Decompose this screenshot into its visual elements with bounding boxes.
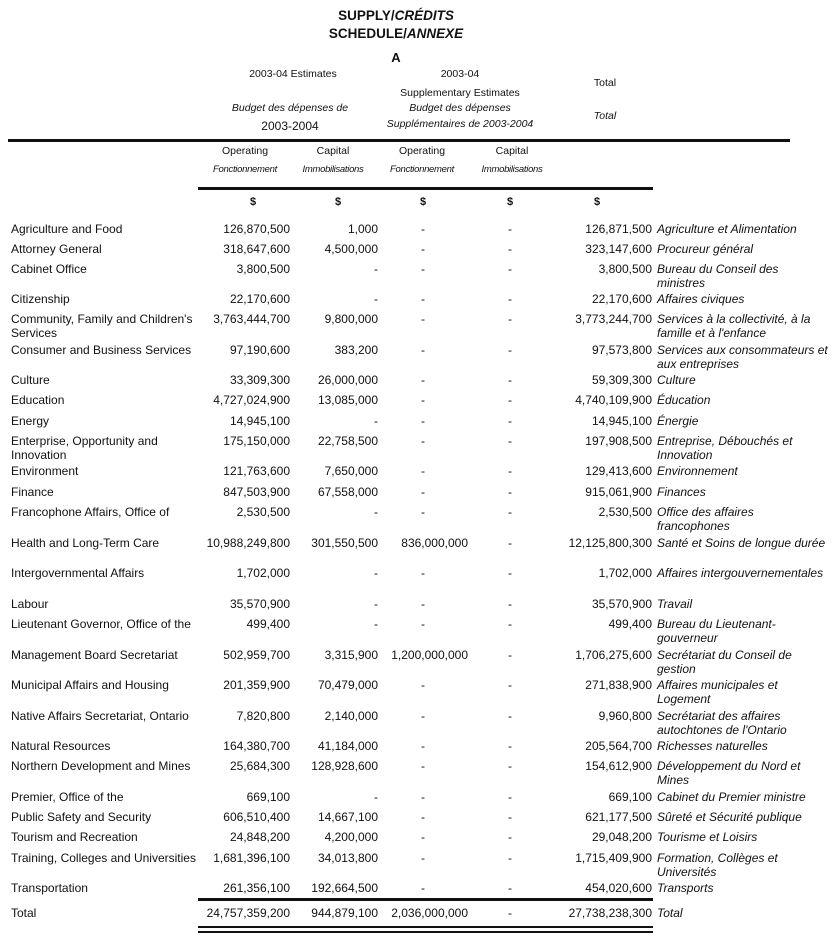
supp-operating-amount: - — [421, 597, 425, 611]
col-operating-en: Operating — [221, 145, 269, 157]
operating-amount: 3,800,500 — [236, 262, 290, 276]
operating-amount: 1,681,396,100 — [213, 851, 290, 865]
ministry-name-fr: Secrétariat du Conseil de gestion — [657, 648, 792, 676]
supp-capital-amount: - — [508, 242, 512, 256]
estimates-en-header: 2003-04 Estimates — [249, 68, 337, 80]
ministry-name-fr: Services aux consommateurs et aux entreprises — [657, 343, 828, 371]
supp-operating-amount: - — [421, 414, 425, 428]
capital-amount: 14,667,100 — [317, 810, 378, 824]
supp-operating-amount: - — [421, 393, 425, 407]
supp-operating-amount: - — [421, 343, 425, 357]
ministry-name-en: Health and Long-Term Care — [11, 536, 160, 550]
operating-amount: 4,727,024,900 — [213, 393, 290, 407]
total-amount: 12,125,800,300 — [568, 536, 652, 550]
supp-fr-header-2: Supplémentaires de 2003-2004 — [386, 118, 534, 130]
total-amount: 1,702,000 — [598, 566, 652, 580]
capital-amount: 192,664,500 — [311, 881, 378, 895]
ministry-name-en: Natural Resources — [11, 739, 111, 753]
ministry-name-en: Lieutenant Governor, Office of the — [11, 617, 191, 631]
title-schedule-fr: ANNEXE — [406, 26, 464, 41]
ministry-name-en: Transportation — [11, 881, 88, 895]
total-top-rule — [198, 898, 653, 901]
total-amount: 669,100 — [608, 790, 652, 804]
supp-operating-amount: - — [421, 759, 425, 773]
supp-capital-amount: - — [508, 617, 512, 631]
supp-capital-amount: - — [508, 851, 512, 865]
supp-capital-amount: - — [508, 790, 512, 804]
supp-operating-amount: - — [421, 739, 425, 753]
capital-amount: 67,558,000 — [317, 485, 378, 499]
ministry-name-fr: Affaires civiques — [657, 292, 745, 306]
currency-col2: $ — [334, 196, 342, 208]
ministry-name-en: Management Board Secretariat — [11, 648, 178, 662]
ministry-name-fr: Éducation — [657, 393, 711, 407]
total-capital: 944,879,100 — [311, 906, 378, 920]
title-supply-fr: CRÉDITS — [394, 8, 454, 23]
supp-capital-amount: - — [508, 464, 512, 478]
supp-operating-amount: 1,200,000,000 — [391, 648, 468, 662]
operating-amount: 847,503,900 — [223, 485, 290, 499]
col-operating-fr: Fonctionnement — [213, 164, 277, 175]
ministry-name-fr: Sûreté et Sécurité publique — [657, 810, 802, 824]
total-amount: 9,960,800 — [598, 709, 652, 723]
total-supp-capital: - — [508, 906, 512, 920]
supp-year-header: 2003-04 — [440, 68, 480, 80]
total-double-rule-1 — [198, 926, 653, 928]
supp-operating-amount: - — [421, 617, 425, 631]
ministry-name-en: Enterprise, Opportunity and Innovation — [11, 434, 158, 462]
supp-operating-amount: - — [421, 373, 425, 387]
supp-en-header: Supplementary Estimates — [400, 87, 520, 99]
capital-amount: 128,928,600 — [311, 759, 378, 773]
estimates-fr-header: Budget des dépenses de — [231, 102, 349, 114]
ministry-name-en: Education — [11, 393, 65, 407]
ministry-name-fr: Cabinet du Premier ministre — [657, 790, 806, 804]
operating-amount: 24,848,200 — [229, 830, 290, 844]
supp-capital-amount: - — [508, 312, 512, 326]
supp-operating-amount: - — [421, 709, 425, 723]
total-amount: 454,020,600 — [585, 881, 652, 895]
capital-amount: - — [374, 414, 378, 428]
ministry-name-en: Training, Colleges and Universities — [11, 851, 196, 865]
supp-capital-amount: - — [508, 739, 512, 753]
total-amount: 271,838,900 — [585, 678, 652, 692]
supp-operating-amount: - — [421, 292, 425, 306]
ministry-name-en: Labour — [11, 597, 49, 611]
ministry-name-fr: Développement du Nord et Mines — [657, 759, 801, 787]
total-label-en: Total — [11, 906, 37, 920]
capital-amount: 3,315,900 — [324, 648, 378, 662]
capital-amount: - — [374, 597, 378, 611]
ministry-name-fr: Finances — [657, 485, 706, 499]
supp-operating-amount: - — [421, 566, 425, 580]
ministry-name-fr: Travail — [657, 597, 693, 611]
total-amount: 29,048,200 — [591, 830, 652, 844]
ministry-name-en: Northern Development and Mines — [11, 759, 191, 773]
ministry-name-fr: Bureau du Conseil des ministres — [657, 262, 779, 290]
capital-amount: - — [374, 505, 378, 519]
title-supply — [0, 8, 792, 23]
supp-capital-amount: - — [508, 597, 512, 611]
supp-operating-amount: - — [421, 881, 425, 895]
total-en-header: Total — [593, 77, 617, 89]
currency-col1: $ — [249, 196, 257, 208]
supp-capital-amount: - — [508, 262, 512, 276]
ministry-name-en: Culture — [11, 373, 50, 387]
currency-col3: $ — [419, 196, 427, 208]
ministry-name-fr: Santé et Soins de longue durée — [657, 536, 826, 550]
operating-amount: 97,190,600 — [229, 343, 290, 357]
total-amount: 14,945,100 — [591, 414, 652, 428]
supp-operating-amount: - — [421, 810, 425, 824]
total-amount: 1,715,409,900 — [575, 851, 652, 865]
ministry-name-fr: Services à la collectivité, à la famille et à l'enfance — [657, 312, 811, 340]
total-amount: 129,413,600 — [585, 464, 652, 478]
operating-amount: 1,702,000 — [236, 566, 290, 580]
operating-amount: 261,356,100 — [223, 881, 290, 895]
capital-amount: 4,500,000 — [324, 242, 378, 256]
ministry-name-fr: Tourisme et Loisirs — [657, 830, 758, 844]
supp-capital-amount: - — [508, 292, 512, 306]
ministry-name-en: Francophone Affairs, Office of — [11, 505, 170, 519]
ministry-name-en: Premier, Office of the — [11, 790, 124, 804]
ministry-name-en: Community, Family and Children's Services — [11, 312, 193, 340]
ministry-name-fr: Énergie — [657, 414, 699, 428]
header-rule — [8, 139, 790, 142]
ministry-name-fr: Office des affaires francophones — [657, 505, 754, 533]
supp-capital-amount: - — [508, 566, 512, 580]
operating-amount: 175,150,000 — [223, 434, 290, 448]
supp-capital-amount: - — [508, 648, 512, 662]
operating-amount: 201,359,900 — [223, 678, 290, 692]
total-amount: 97,573,800 — [591, 343, 652, 357]
operating-amount: 606,510,400 — [223, 810, 290, 824]
supp-operating-amount: - — [421, 312, 425, 326]
supp-capital-amount: - — [508, 485, 512, 499]
title-schedule-en: SCHEDULE/ — [328, 26, 407, 41]
capital-amount: 383,200 — [334, 343, 378, 357]
ministry-name-fr: Culture — [657, 373, 696, 387]
total-operating: 24,757,359,200 — [206, 906, 290, 920]
ministry-name-en: Attorney General — [11, 242, 102, 256]
total-amount: 4,740,109,900 — [575, 393, 652, 407]
total-amount: 621,177,500 — [585, 810, 652, 824]
capital-amount: 70,479,000 — [317, 678, 378, 692]
supp-capital-amount: - — [508, 343, 512, 357]
ministry-name-en: Energy — [11, 414, 50, 428]
total-amount: 1,706,275,600 — [575, 648, 652, 662]
operating-amount: 669,100 — [246, 790, 290, 804]
operating-amount: 22,170,600 — [229, 292, 290, 306]
ministry-name-fr: Richesses naturelles — [657, 739, 768, 753]
supp-capital-amount: - — [508, 709, 512, 723]
operating-amount: 318,647,600 — [223, 242, 290, 256]
supp-capital-amount: - — [508, 414, 512, 428]
total-amount: 126,871,500 — [585, 222, 652, 236]
supp-capital-amount: - — [508, 505, 512, 519]
schedule-letter: A — [391, 50, 401, 65]
total-amount: 499,400 — [608, 617, 652, 631]
operating-amount: 121,763,600 — [223, 464, 290, 478]
capital-amount: 9,800,000 — [324, 312, 378, 326]
operating-amount: 2,530,500 — [236, 505, 290, 519]
supp-capital-amount: - — [508, 536, 512, 550]
total-grand: 27,738,238,300 — [568, 906, 652, 920]
total-amount: 2,530,500 — [598, 505, 652, 519]
capital-amount: 2,140,000 — [324, 709, 378, 723]
ministry-name-fr: Agriculture et Alimentation — [657, 222, 797, 236]
supp-capital-amount: - — [508, 393, 512, 407]
estimates-fr-year: 2003-2004 — [261, 119, 319, 133]
total-fr-header: Total — [593, 110, 617, 122]
operating-amount: 3,763,444,700 — [213, 312, 290, 326]
supp-capital-amount: - — [508, 810, 512, 824]
supp-capital-amount: - — [508, 222, 512, 236]
supp-capital-amount: - — [508, 881, 512, 895]
operating-amount: 33,309,300 — [229, 373, 290, 387]
ministry-name-fr: Affaires municipales et Logement — [657, 678, 778, 706]
supp-capital-amount: - — [508, 373, 512, 387]
ministry-name-en: Environment — [11, 464, 79, 478]
total-amount: 323,147,600 — [585, 242, 652, 256]
ministry-name-en: Citizenship — [11, 292, 70, 306]
operating-amount: 14,945,100 — [229, 414, 290, 428]
capital-amount: 301,550,500 — [311, 536, 378, 550]
ministry-name-en: Tourism and Recreation — [11, 830, 138, 844]
col-supp-operating-en: Operating — [398, 145, 446, 157]
col-supp-capital-fr: Immobilisations — [481, 164, 543, 175]
capital-amount: 4,200,000 — [324, 830, 378, 844]
operating-amount: 35,570,900 — [229, 597, 290, 611]
supp-operating-amount: - — [421, 830, 425, 844]
operating-amount: 7,820,800 — [236, 709, 290, 723]
col-capital-fr: Immobilisations — [302, 164, 364, 175]
total-double-rule-2 — [198, 931, 653, 933]
supp-operating-amount: - — [421, 262, 425, 276]
col-supp-capital-en: Capital — [495, 145, 529, 157]
ministry-name-en: Intergovernmental Affairs — [11, 566, 145, 580]
ministry-name-fr: Procureur général — [657, 242, 754, 256]
capital-amount: - — [374, 617, 378, 631]
capital-amount: 13,085,000 — [317, 393, 378, 407]
total-amount: 205,564,700 — [585, 739, 652, 753]
total-amount: 3,773,244,700 — [575, 312, 652, 326]
capital-amount: 34,013,800 — [317, 851, 378, 865]
total-amount: 915,061,900 — [585, 485, 652, 499]
capital-amount: - — [374, 790, 378, 804]
supp-operating-amount: - — [421, 242, 425, 256]
supp-operating-amount: 836,000,000 — [401, 536, 468, 550]
operating-amount: 499,400 — [246, 617, 290, 631]
operating-amount: 164,380,700 — [223, 739, 290, 753]
title-supply-en: SUPPLY/ — [338, 8, 395, 23]
supp-capital-amount: - — [508, 830, 512, 844]
ministry-name-fr: Secrétariat des affaires autochtones de l'Ontario — [657, 709, 787, 737]
ministry-name-en: Finance — [11, 485, 54, 499]
supp-capital-amount: - — [508, 678, 512, 692]
operating-amount: 126,870,500 — [223, 222, 290, 236]
capital-amount: 22,758,500 — [317, 434, 378, 448]
supp-fr-header-1: Budget des dépenses — [409, 102, 511, 114]
total-amount: 197,908,500 — [585, 434, 652, 448]
total-amount: 22,170,600 — [591, 292, 652, 306]
ministry-name-en: Public Safety and Security — [11, 810, 152, 824]
ministry-name-fr: Bureau du Lieutenant-gouverneur — [657, 617, 776, 645]
ministry-name-fr: Transports — [657, 881, 714, 895]
total-label-fr: Total — [657, 906, 683, 920]
ministry-name-fr: Formation, Collèges et Universités — [657, 851, 778, 879]
ministry-name-en: Cabinet Office — [11, 262, 87, 276]
total-amount: 154,612,900 — [585, 759, 652, 773]
supp-operating-amount: - — [421, 464, 425, 478]
supp-operating-amount: - — [421, 222, 425, 236]
currency-col4: $ — [506, 196, 514, 208]
capital-amount: - — [374, 292, 378, 306]
col-capital-en: Capital — [316, 145, 350, 157]
supp-capital-amount: - — [508, 434, 512, 448]
ministry-name-en: Consumer and Business Services — [11, 343, 192, 357]
total-amount: 3,800,500 — [598, 262, 652, 276]
total-supp-operating: 2,036,000,000 — [391, 906, 468, 920]
operating-amount: 10,988,249,800 — [206, 536, 290, 550]
supp-operating-amount: - — [421, 434, 425, 448]
supp-operating-amount: - — [421, 851, 425, 865]
ministry-name-en: Native Affairs Secretariat, Ontario — [11, 709, 189, 723]
capital-amount: 1,000 — [347, 222, 378, 236]
supp-operating-amount: - — [421, 678, 425, 692]
ministry-name-fr: Entreprise, Débouchés et Innovation — [657, 434, 793, 462]
capital-amount: 41,184,000 — [317, 739, 378, 753]
operating-amount: 502,959,700 — [223, 648, 290, 662]
supp-capital-amount: - — [508, 759, 512, 773]
capital-amount: 26,000,000 — [317, 373, 378, 387]
capital-amount: 7,650,000 — [324, 464, 378, 478]
supp-operating-amount: - — [421, 505, 425, 519]
currency-col5: $ — [593, 196, 601, 208]
capital-amount: - — [374, 566, 378, 580]
ministry-name-en: Municipal Affairs and Housing — [11, 678, 169, 692]
column-header-rule — [198, 187, 653, 190]
ministry-name-en: Agriculture and Food — [11, 222, 123, 236]
ministry-name-fr: Affaires intergouvernementales — [657, 566, 824, 580]
total-amount: 35,570,900 — [591, 597, 652, 611]
ministry-name-fr: Environnement — [657, 464, 738, 478]
capital-amount: - — [374, 262, 378, 276]
operating-amount: 25,684,300 — [229, 759, 290, 773]
title-schedule — [0, 26, 792, 41]
supp-operating-amount: - — [421, 485, 425, 499]
col-supp-operating-fr: Fonctionnement — [390, 164, 454, 175]
total-amount: 59,309,300 — [591, 373, 652, 387]
supp-operating-amount: - — [421, 790, 425, 804]
